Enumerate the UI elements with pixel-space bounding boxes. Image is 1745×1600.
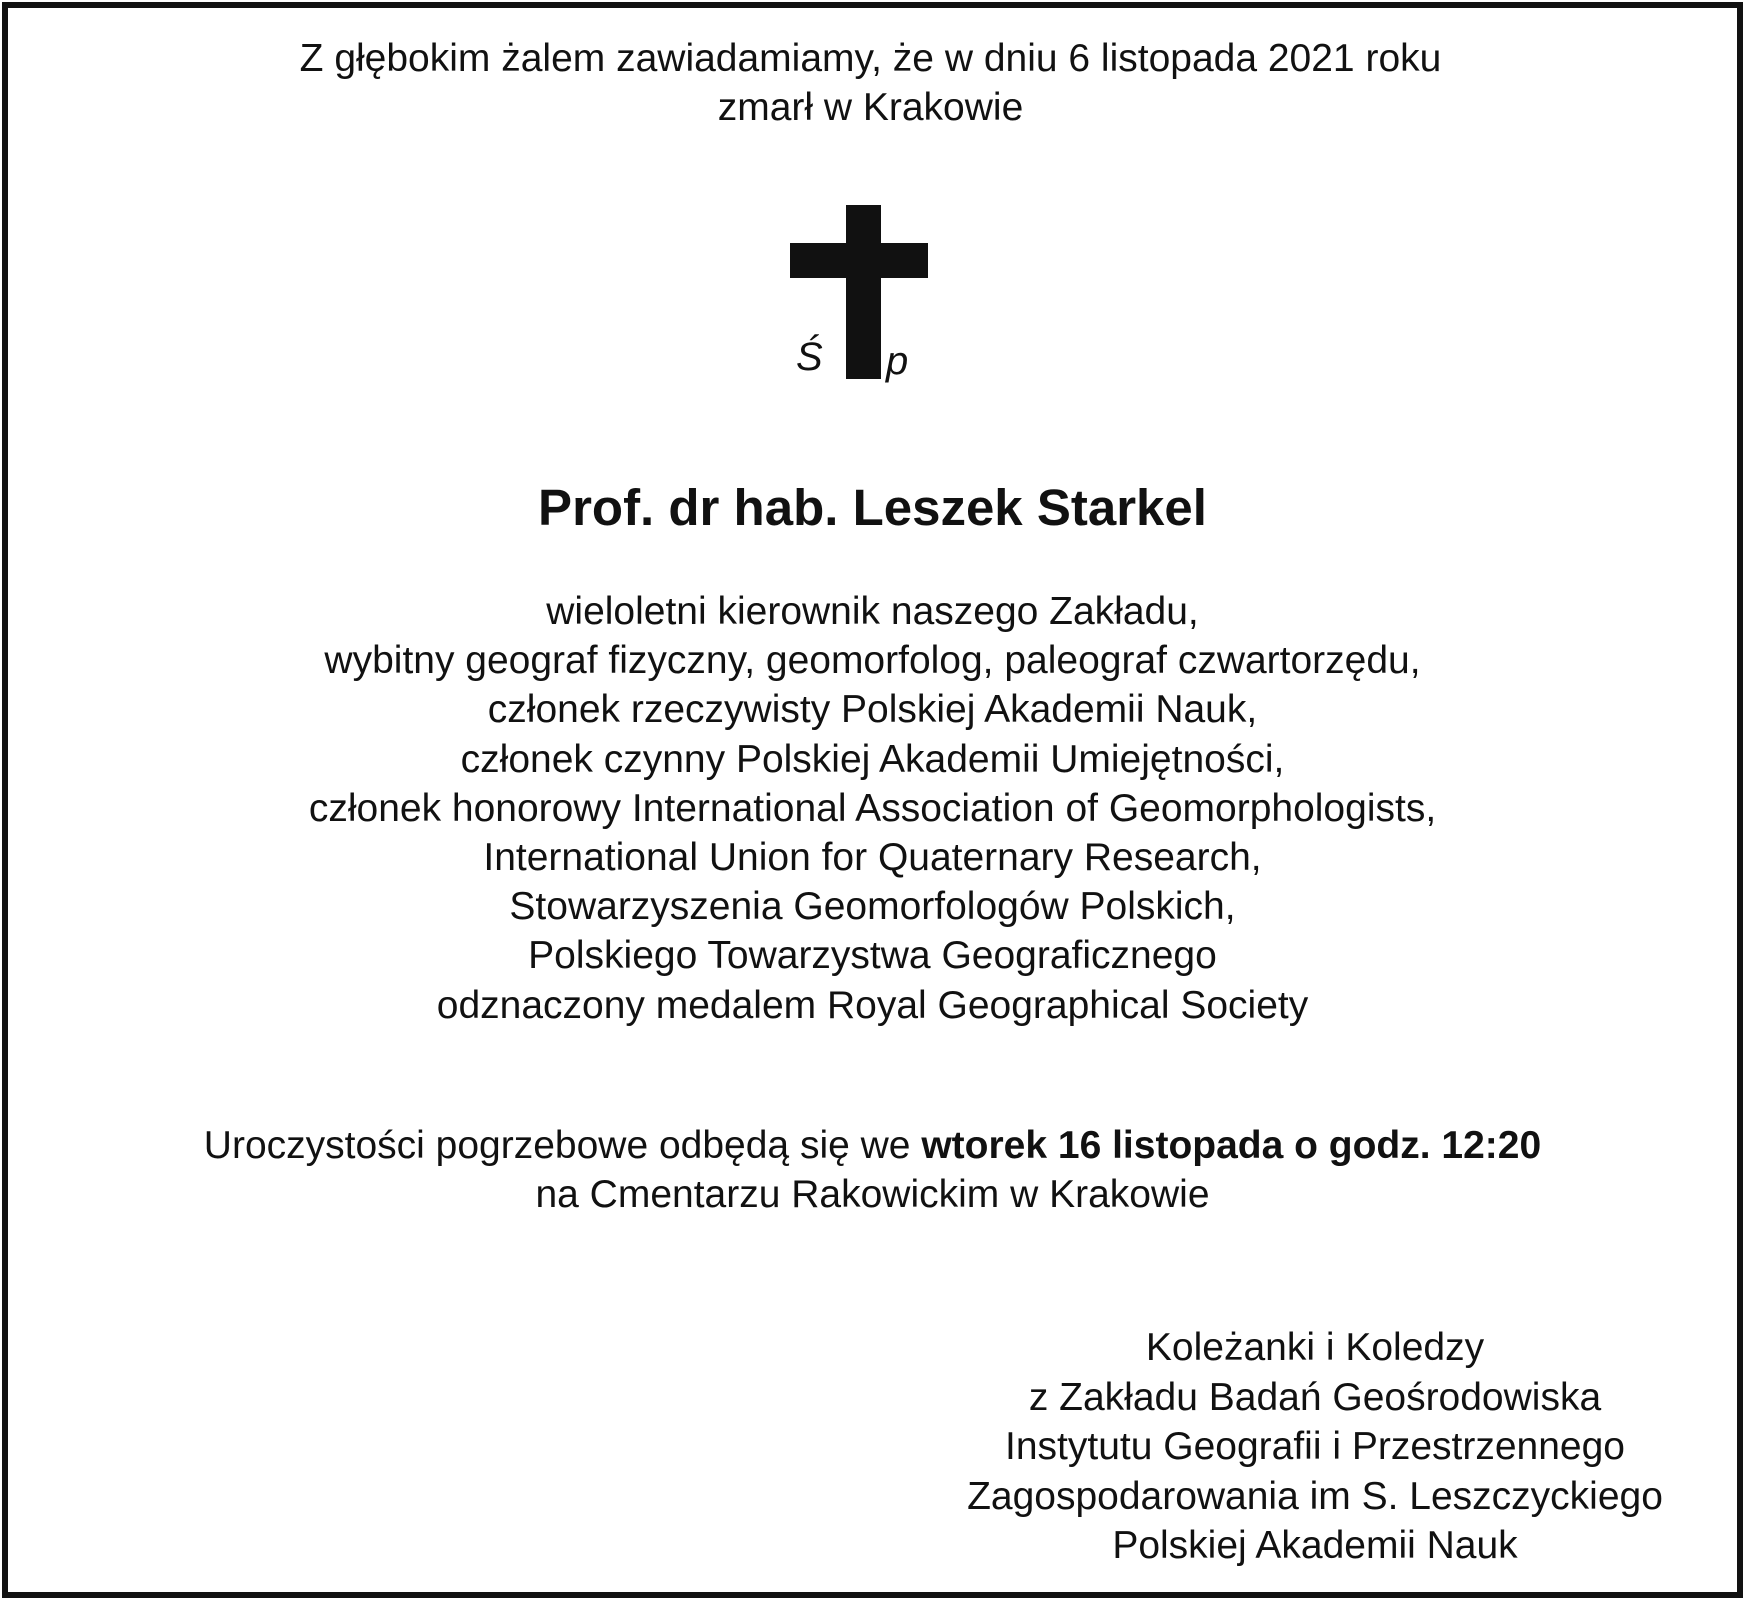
title-line: wybitny geograf fizyczny, geomorfolog, paleograf czwartorzędu, [324, 639, 1421, 683]
title-line: Polskiego Towarzystwa Geograficznego [528, 934, 1217, 978]
signature-line: Instytutu Geografii i Przestrzennego [1005, 1425, 1625, 1468]
intro-line-2: zmarł w Krakowie [717, 86, 1024, 129]
cross-letter-left: Ś [796, 335, 823, 379]
cross-letter-right: p [886, 339, 909, 383]
title-line: Stowarzyszenia Geomorfologów Polskich, [509, 885, 1236, 929]
cross-vertical-bar [846, 205, 881, 379]
funeral-line-1 [0, 1121, 1745, 1170]
signature-line: Polskiej Akademii Nauk [1112, 1524, 1518, 1567]
announcement-intro [0, 34, 1743, 132]
title-line: wieloletni kierownik naszego Zakładu, [546, 590, 1199, 633]
signature-line: Koleżanki i Koledzy [1145, 1326, 1485, 1369]
funeral-info [0, 1121, 1745, 1219]
signature-line: z Zakładu Badań Geośrodowiska [1028, 1375, 1602, 1419]
signature-line: Zagospodarowania im S. Leszczyckiego [967, 1474, 1663, 1518]
deceased-name: Prof. dr hab. Leszek Starkel [538, 479, 1207, 536]
title-line: członek rzeczywisty Polskiej Akademii Nauk, [487, 688, 1258, 732]
signature-block [890, 1323, 1740, 1583]
funeral-location: na Cmentarzu Rakowickim w Krakowie [535, 1173, 1210, 1216]
title-line: odznaczony medalem Royal Geographical Society [436, 983, 1309, 1027]
funeral-prefix: Uroczystości pogrzebowe odbędą się we [203, 1124, 922, 1167]
title-line: członek czynny Polskiej Akademii Umiejętności, [460, 737, 1285, 781]
cross-horizontal-bar [790, 243, 928, 278]
title-line: International Union for Quaternary Research, [483, 836, 1262, 880]
funeral-datetime: wtorek 16 listopada o godz. 12:20 [921, 1124, 1542, 1167]
titles-list [0, 587, 1745, 1030]
title-line: członek honorowy International Association of Geomorphologists, [308, 786, 1437, 830]
intro-line-1: Z głębokim żalem zawiadamiamy, że w dniu 6 listopada 2021 roku [299, 37, 1442, 80]
